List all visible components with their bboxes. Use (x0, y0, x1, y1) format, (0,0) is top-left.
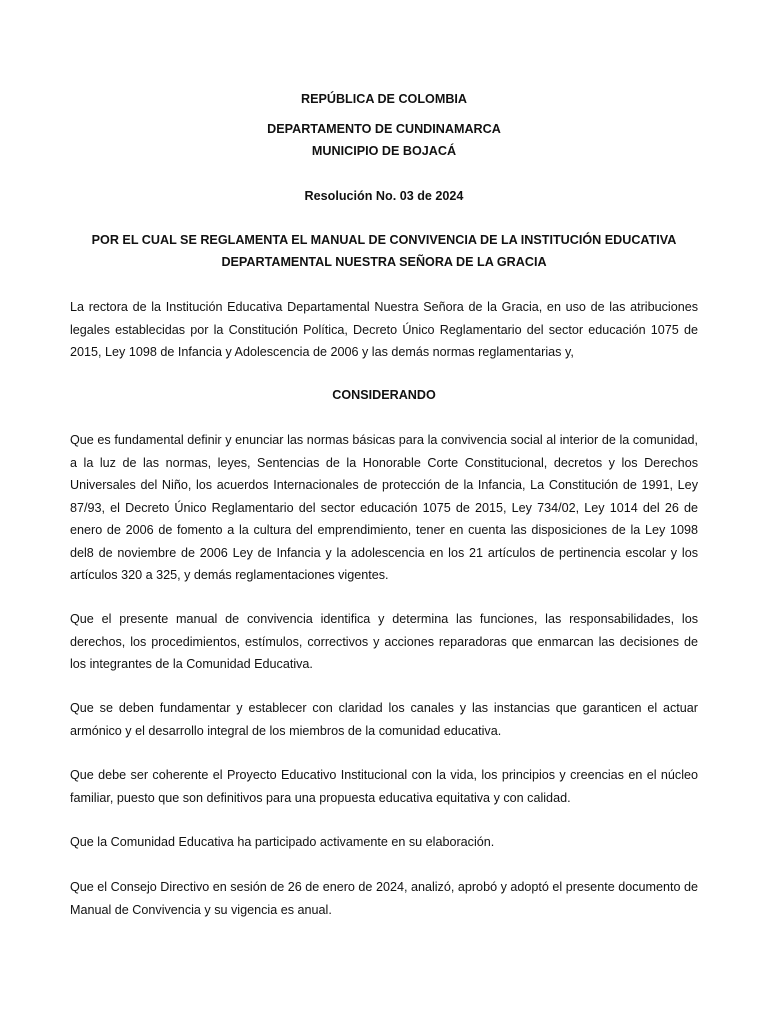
resolution-subject-line-2: DEPARTAMENTAL NUESTRA SEÑORA DE LA GRACIA (221, 255, 547, 269)
considering-paragraph-6: Que el Consejo Directivo en sesión de 26 de enero de 2024, analizó, aprobó y adoptó el presente documento de Manual de Convivencia y su vigencia es anual. (70, 880, 699, 917)
department-heading: DEPARTAMENTO DE CUNDINAMARCA (267, 122, 501, 136)
country-heading: REPÚBLICA DE COLOMBIA (300, 92, 468, 106)
considering-heading: CONSIDERANDO (332, 388, 436, 402)
resolution-number: Resolución No. 03 de 2024 (304, 189, 464, 203)
considering-paragraph-5: Que la Comunidad Educativa ha participado activamente en su elaboración. (70, 835, 495, 849)
considering-paragraph-4: Que debe ser coherente el Proyecto Educativo Institucional con la vida, los principios y creencias en el núcleo familiar, puesto que son definitivos para una propuesta educativa equitativa y con calidad. (70, 768, 698, 805)
resolution-subject-line-1: POR EL CUAL SE REGLAMENTA EL MANUAL DE CONVIVENCIA DE LA INSTITUCIÓN EDUCATIVA (91, 233, 677, 247)
municipality-heading: MUNICIPIO DE BOJACÁ (311, 144, 457, 158)
considering-paragraph-2: Que el presente manual de convivencia identifica y determina las funciones, las responsabilidades, los derechos, los procedimientos, estímulos, correctivos y acciones reparadoras que enmarcan las decisiones de los integrantes de la Comunidad Educativa. (70, 612, 698, 671)
intro-paragraph: La rectora de la Institución Educativa Departamental Nuestra Señora de la Gracia, en uso de las atribuciones legales establecidas por la Constitución Política, Decreto Único Reglamentario del sector educación 1075 de 2015, Ley 1098 de Infancia y Adolescencia de 2006 y las demás normas reglamentarias y, (70, 300, 698, 359)
considering-paragraph-1: Que es fundamental definir y enunciar las normas básicas para la convivencia social al interior de la comunidad, a la luz de las normas, leyes, Sentencias de la Honorable Corte Constitucional, decretos y los Derechos Universales del Niño, los acuerdos Internacionales de protección de la Infancia, La Constitución de 1991, Ley 87/93, el Decreto Único Reglamentario del sector educación 1075 de 2015, Ley 734/02, Ley 1014 del 26 de enero de 2006 de fomento a la cultura del emprendimiento, tener en cuenta las disposiciones de la Ley 1098 del8 de noviembre de 2006 Ley de Infancia y la adolescencia en los 21 artículos de pertinencia escolar y los artículos 320 a 325, y demás reglamentaciones vigentes. (70, 433, 698, 582)
considering-paragraph-3: Que se deben fundamentar y establecer con claridad los canales y las instancias que garanticen el actuar armónico y el desarrollo integral de los miembros de la comunidad educativa. (70, 701, 698, 738)
